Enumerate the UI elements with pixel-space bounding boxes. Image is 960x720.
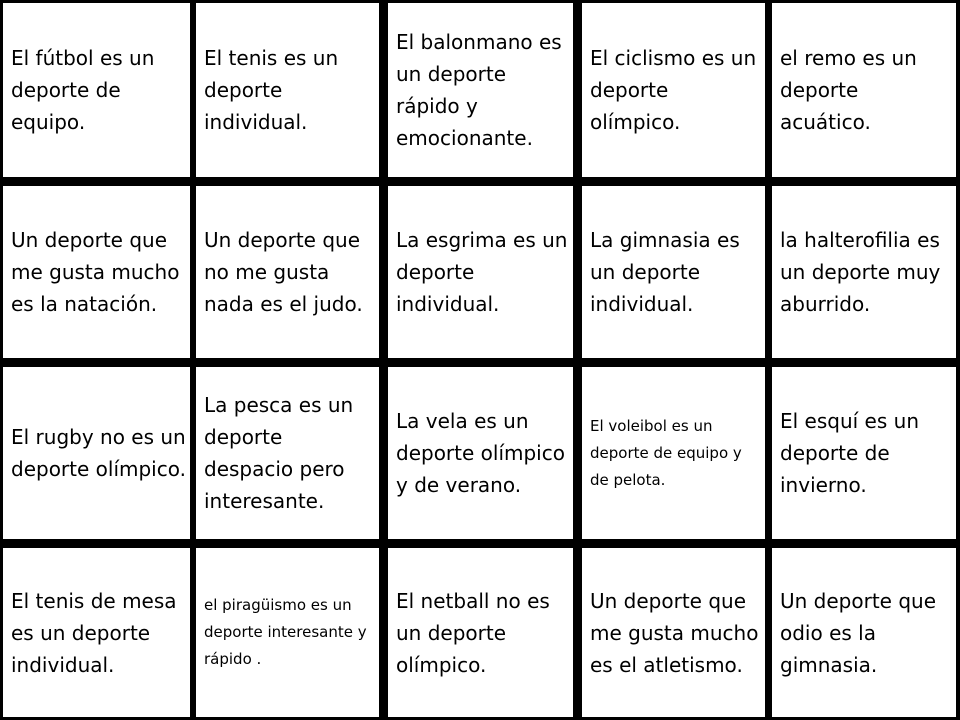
card-text: el remo es un deporte acuático. xyxy=(780,46,917,134)
card-r1-c2 xyxy=(196,3,379,177)
card-text: Un deporte que me gusta mucho es el atletismo. xyxy=(590,588,759,677)
card-text: El balonmano es un deporte rápido y emocionante. xyxy=(396,30,562,150)
card-r4-c2 xyxy=(196,548,379,717)
card-text: El tenis de mesa es un deporte individual. xyxy=(11,588,177,677)
card-r3-c2 xyxy=(196,367,379,539)
card-r4-c5 xyxy=(772,548,956,717)
card-r2-c2 xyxy=(196,186,379,358)
card-r1-c1 xyxy=(3,3,190,177)
card-r4-c1 xyxy=(3,548,190,717)
card-r2-c1 xyxy=(3,186,190,358)
card-text: El tenis es un deporte individual. xyxy=(204,46,339,134)
card-text: El voleibol es un deporte de equipo y de pelota. xyxy=(590,416,742,489)
card-r2-c3 xyxy=(388,186,573,358)
card-text: La pesca es un deporte despacio pero interesante. xyxy=(204,393,354,513)
card-r4-c3 xyxy=(388,548,573,717)
card-text: Un deporte que no me gusta nada es el judo. xyxy=(204,228,363,316)
card-text: La vela es un deporte olímpico y de verano. xyxy=(396,409,565,497)
card-text: El esquí es un deporte de invierno. xyxy=(780,409,919,497)
card-r1-c3 xyxy=(388,3,573,177)
card-r3-c4 xyxy=(582,367,765,539)
card-r1-c4 xyxy=(582,3,765,177)
card-r1-c5 xyxy=(772,3,956,177)
card-r3-c5 xyxy=(772,367,956,539)
card-text: El netball no es un deporte olímpico. xyxy=(396,588,550,677)
card-r2-c4 xyxy=(582,186,765,358)
card-text: Un deporte que odio es la gimnasia. xyxy=(780,588,937,677)
card-text: La gimnasia es un deporte individual. xyxy=(590,228,740,316)
card-text: la halterofilia es un deporte muy aburrido. xyxy=(780,228,941,316)
card-r2-c5 xyxy=(772,186,956,358)
card-r3-c1 xyxy=(3,367,190,539)
card-r3-c3 xyxy=(388,367,573,539)
card-text: El rugby no es un deporte olímpico. xyxy=(11,425,186,481)
card-text: El fútbol es un deporte de equipo. xyxy=(11,46,155,134)
card-text: La esgrima es un deporte individual. xyxy=(396,228,568,316)
card-text: Un deporte que me gusta mucho es la natación. xyxy=(11,228,180,316)
card-r4-c4 xyxy=(582,548,765,717)
card-text: el piragüismo es un deporte interesante y rápido . xyxy=(204,596,367,668)
card-text: El ciclismo es un deporte olímpico. xyxy=(590,46,757,134)
